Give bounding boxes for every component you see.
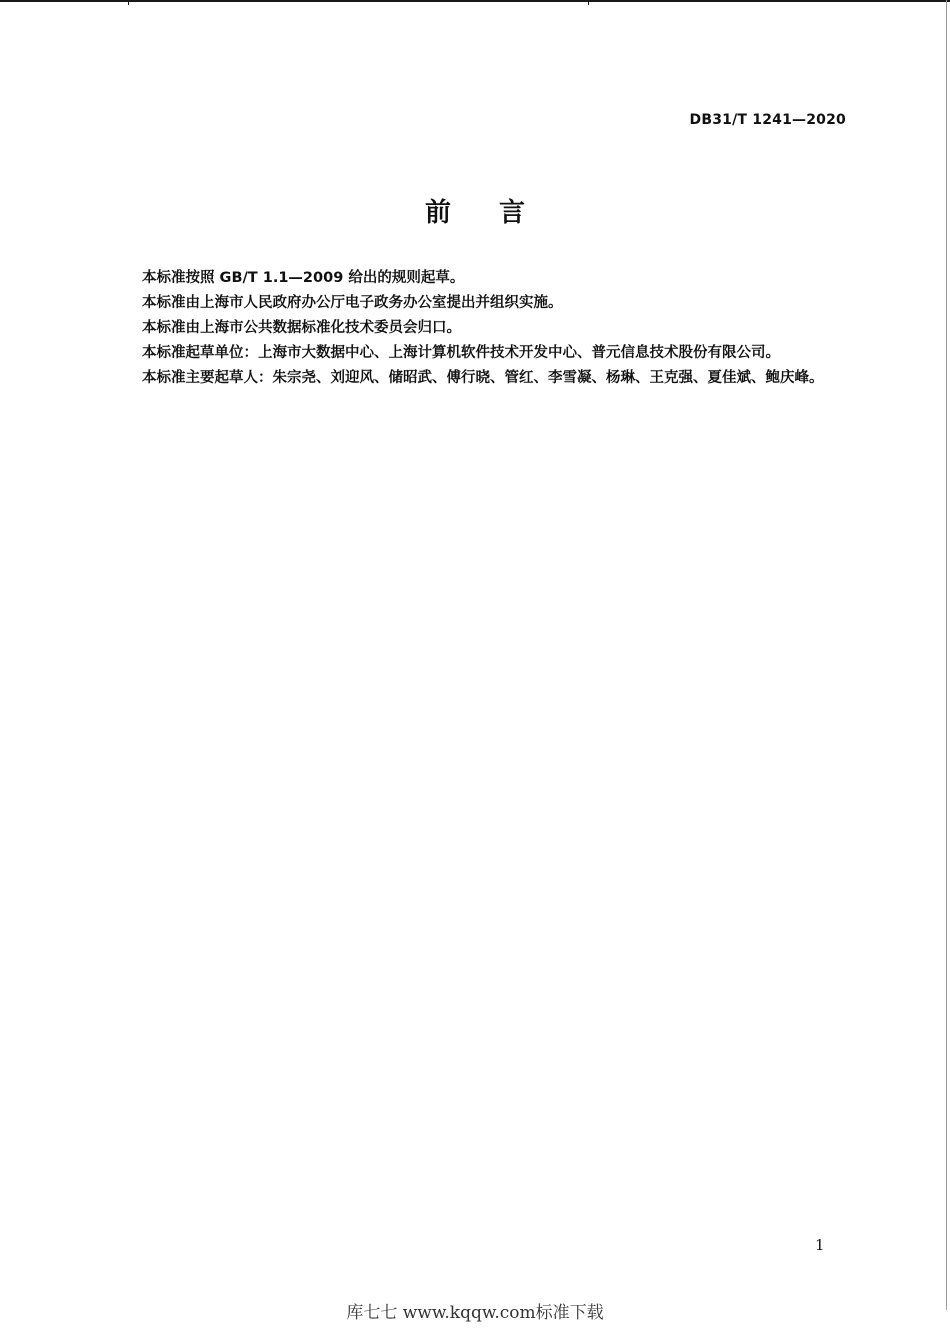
paragraph-drafting-units: 本标准起草单位：上海市大数据中心、上海计算机软件技术开发中心、普元信息技术股份有限公司。 [142,345,780,361]
page-title: 前言 [424,198,573,228]
paragraph-drafters: 本标准主要起草人：朱宗尧、刘迎风、储昭武、傅行晓、管红、李雪凝、杨琳、王克强、夏佳斌、鲍庆峰。 [142,370,824,386]
watermark-text: 库七七 www.kqqw.com标准下载 [346,1303,604,1323]
paragraph-proposer: 本标准由上海市人民政府办公厅电子政务办公室提出并组织实施。 [142,295,563,311]
paragraph-drafting-rules: 本标准按照 GB/T 1.1—2009 给出的规则起草。 [142,270,465,286]
foreword-body [142,266,862,391]
top-border-tick [128,0,129,5]
top-border-tick [588,0,589,5]
standard-code: DB31/T 1241—2020 [689,112,846,128]
paragraph-committee: 本标准由上海市公共数据标准化技术委员会归口。 [142,320,461,336]
top-border-line [0,0,950,2]
page-number: 1 [815,1236,825,1254]
